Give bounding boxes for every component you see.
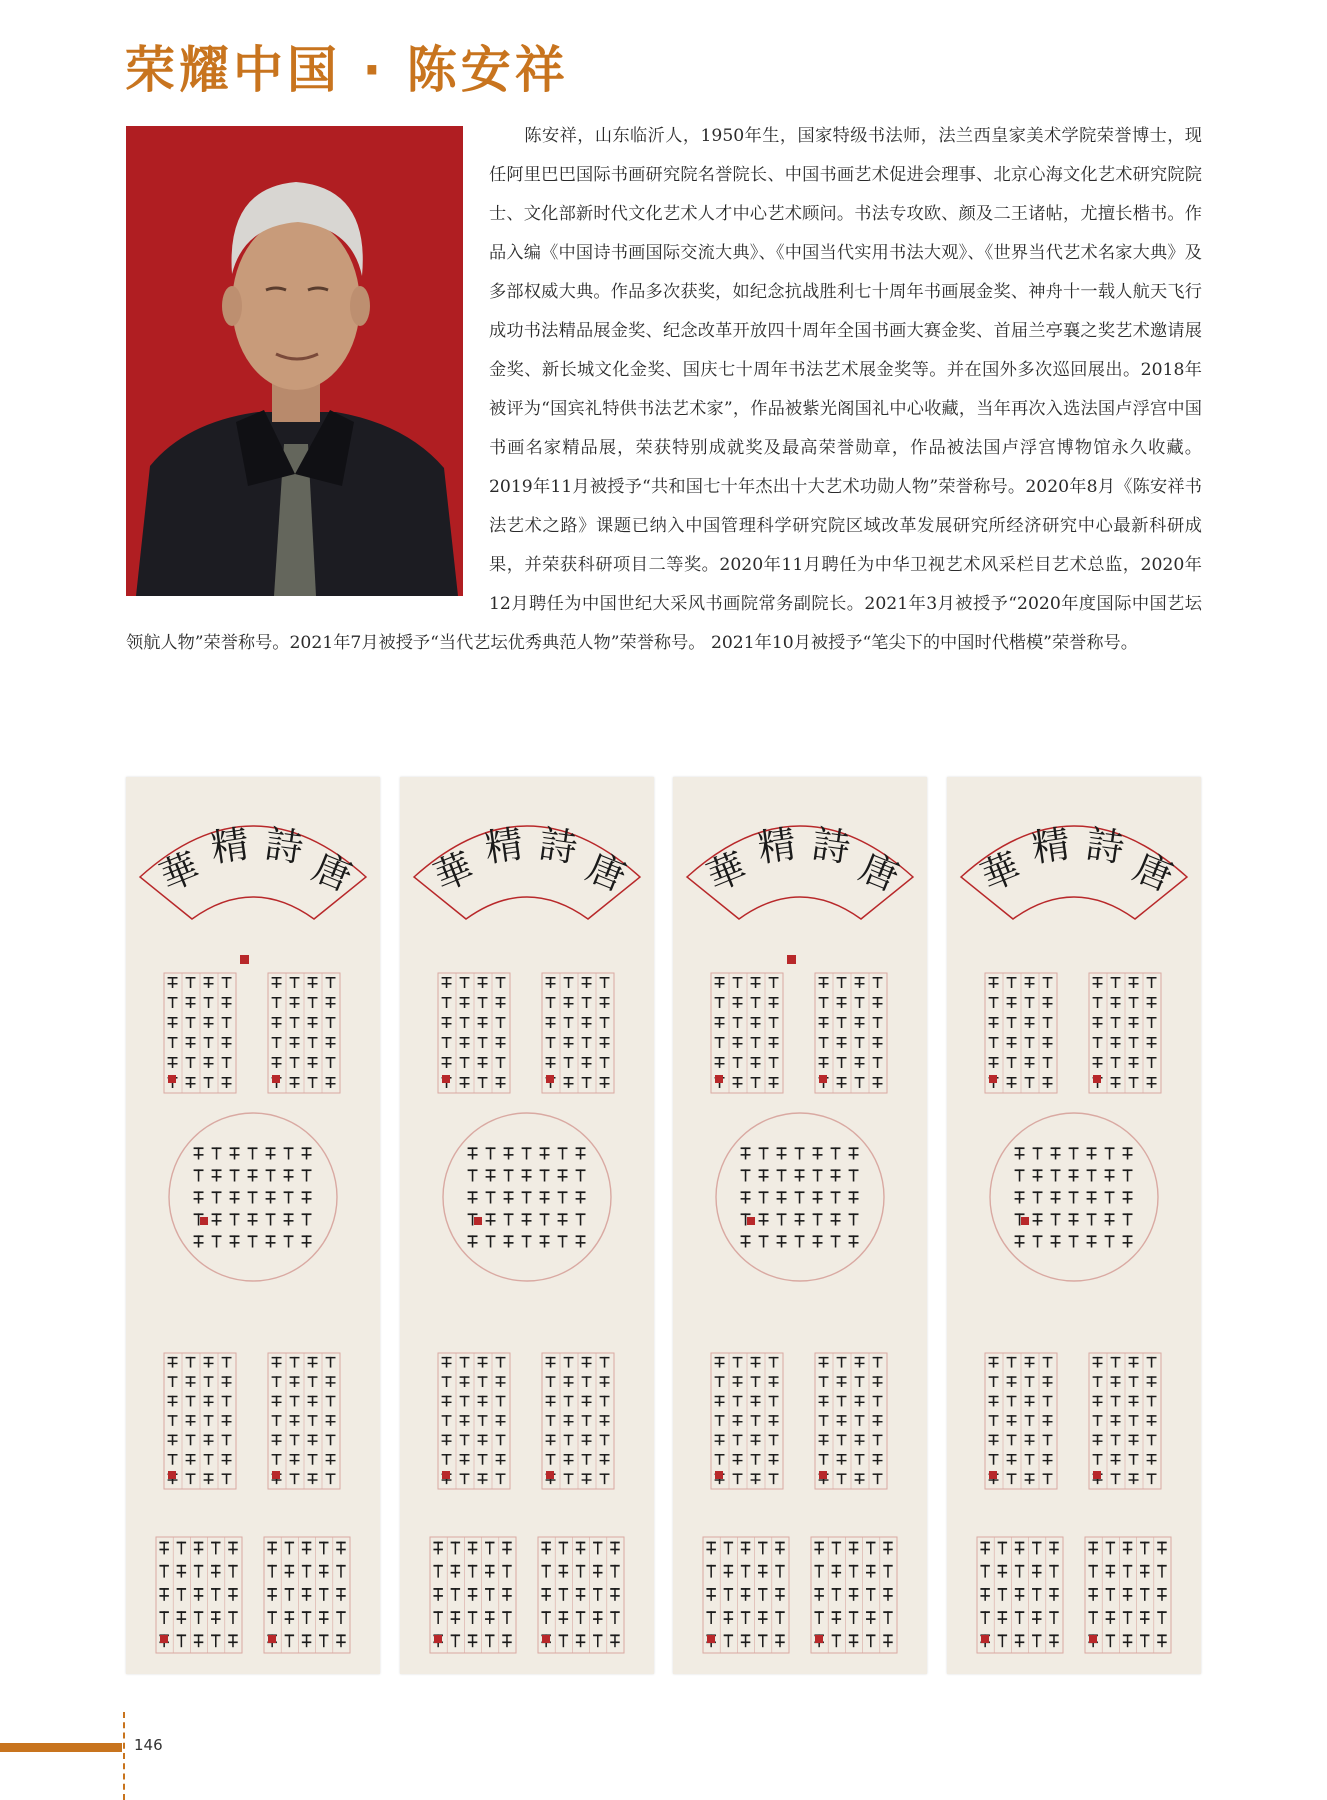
calligraphy-scroll-3 bbox=[673, 777, 927, 1674]
poem-block-mid-right bbox=[542, 1353, 614, 1489]
footer-accent-bar bbox=[0, 1743, 122, 1752]
fan-heading-char: 唐 bbox=[306, 844, 359, 900]
poem-block-mid-left bbox=[985, 1353, 1057, 1489]
poem-block-mid-left bbox=[711, 1353, 783, 1489]
fan-heading-char: 精 bbox=[1028, 821, 1073, 871]
fan-heading-char: 華 bbox=[427, 844, 480, 900]
poem-block-bottom-left bbox=[977, 1537, 1063, 1653]
fan-heading-char: 華 bbox=[974, 844, 1027, 900]
poem-block-mid-right bbox=[1089, 1353, 1161, 1489]
poem-block-top-right bbox=[815, 973, 887, 1093]
poem-block-bottom-right bbox=[538, 1537, 624, 1653]
fan-heading-char: 詩 bbox=[262, 821, 307, 871]
calligraphy-gallery bbox=[126, 777, 1202, 1674]
fan-heading-char: 唐 bbox=[853, 844, 906, 900]
fan-heading-char: 精 bbox=[481, 821, 526, 871]
biography-text: 陈安祥，山东临沂人，1950年生，国家特级书法师，法兰西皇家美术学院荣誉博士，现任阿里巴巴国际书画研究院名誉院长、中国书画艺术促进会理事、北京心海文化艺术研究院院士、文化部新时代文化艺术人才中心艺术顾问。书法专攻欧、颜及二王诸帖，尤擅长楷书。作品入编《中国诗书画国际交流大典》、《中国当代实用书法大观》、《世界当代艺术名家大典》及多部权威大典。作品多次获奖，如纪念抗战胜利七十周年书画展金奖、神舟十一载人航天飞行成功书法精品展金奖、纪念改革开放四十周年全国书画大赛金奖、首届兰亭襄之奖艺术邀请展金奖、新长城文化金奖、国庆七十周年书法艺术展金奖等。并在国外多次巡回展出。2018年被评为“国宾礼特供书法艺术家”，作品被紫光阁国礼中心收藏，当年再次入选法国卢浮宫中国书画名家精品展，荣获特别成就奖及最高荣誉勋章，作品被法国卢浮宫博物馆永久收藏。2019年11月被授予“共和国七十年杰出十大艺术功勋人物”荣誉称号。2020年8月《陈安祥书法艺术之路》课题已纳入中国管理科学研究院区域改革发展研究所经济研究中心最新科研成果，并荣获科研项目二等奖。2020年11月聘任为中华卫视艺术风采栏目艺术总监，2020年12月聘任为中国世纪大采风书画院常务副院长。2021年3月被授予“2020年度国际中国艺坛领航人物”荣誉称号。2021年7月被授予“当代艺坛优秀典范人物”荣誉称号。 2021年10月被授予“笔尖下的中国时代楷模”荣誉称号。 bbox=[126, 126, 1202, 653]
circular-poem bbox=[169, 1113, 337, 1281]
poem-block-bottom-left bbox=[156, 1537, 242, 1653]
fan-heading-char: 精 bbox=[754, 821, 799, 871]
seal-stamp bbox=[240, 955, 249, 964]
circular-poem bbox=[443, 1113, 611, 1281]
poem-block-bottom-right bbox=[811, 1537, 897, 1653]
poem-block-top-right bbox=[542, 973, 614, 1093]
page-title: 荣耀中国 · 陈安祥 bbox=[125, 41, 569, 99]
poem-block-mid-right bbox=[268, 1353, 340, 1489]
fan-heading-char: 華 bbox=[700, 844, 753, 900]
circular-poem bbox=[716, 1113, 884, 1281]
poem-block-bottom-left bbox=[430, 1537, 516, 1653]
calligraphy-scroll-4 bbox=[947, 777, 1201, 1674]
poem-block-mid-left bbox=[164, 1353, 236, 1489]
poem-block-bottom-left bbox=[703, 1537, 789, 1653]
fan-heading-char: 詩 bbox=[809, 821, 854, 871]
fan-heading bbox=[140, 822, 366, 919]
footer-divider bbox=[123, 1712, 125, 1800]
fan-heading-char: 詩 bbox=[1083, 821, 1128, 871]
fan-heading-char: 華 bbox=[153, 844, 206, 900]
fan-heading-char: 唐 bbox=[580, 844, 633, 900]
poem-block-mid-left bbox=[438, 1353, 510, 1489]
poem-block-top-left bbox=[711, 973, 783, 1093]
poem-block-bottom-right bbox=[1085, 1537, 1171, 1653]
circular-poem bbox=[990, 1113, 1158, 1281]
fan-heading bbox=[414, 822, 640, 919]
poem-block-top-left bbox=[164, 973, 236, 1093]
fan-heading-char: 詩 bbox=[536, 821, 581, 871]
poem-block-top-left bbox=[985, 973, 1057, 1093]
fan-heading bbox=[961, 822, 1187, 919]
page-number: 146 bbox=[134, 1736, 163, 1754]
fan-heading-char: 精 bbox=[207, 821, 252, 871]
seal-stamp bbox=[787, 955, 796, 964]
author-biography bbox=[126, 117, 1202, 663]
poem-block-top-right bbox=[1089, 973, 1161, 1093]
poem-block-top-right bbox=[268, 973, 340, 1093]
poem-block-top-left bbox=[438, 973, 510, 1093]
calligraphy-scroll-2 bbox=[400, 777, 654, 1674]
fan-heading-char: 唐 bbox=[1127, 844, 1180, 900]
poem-block-bottom-right bbox=[264, 1537, 350, 1653]
poem-block-mid-right bbox=[815, 1353, 887, 1489]
fan-heading bbox=[687, 822, 913, 919]
calligraphy-scroll-1 bbox=[126, 777, 380, 1674]
